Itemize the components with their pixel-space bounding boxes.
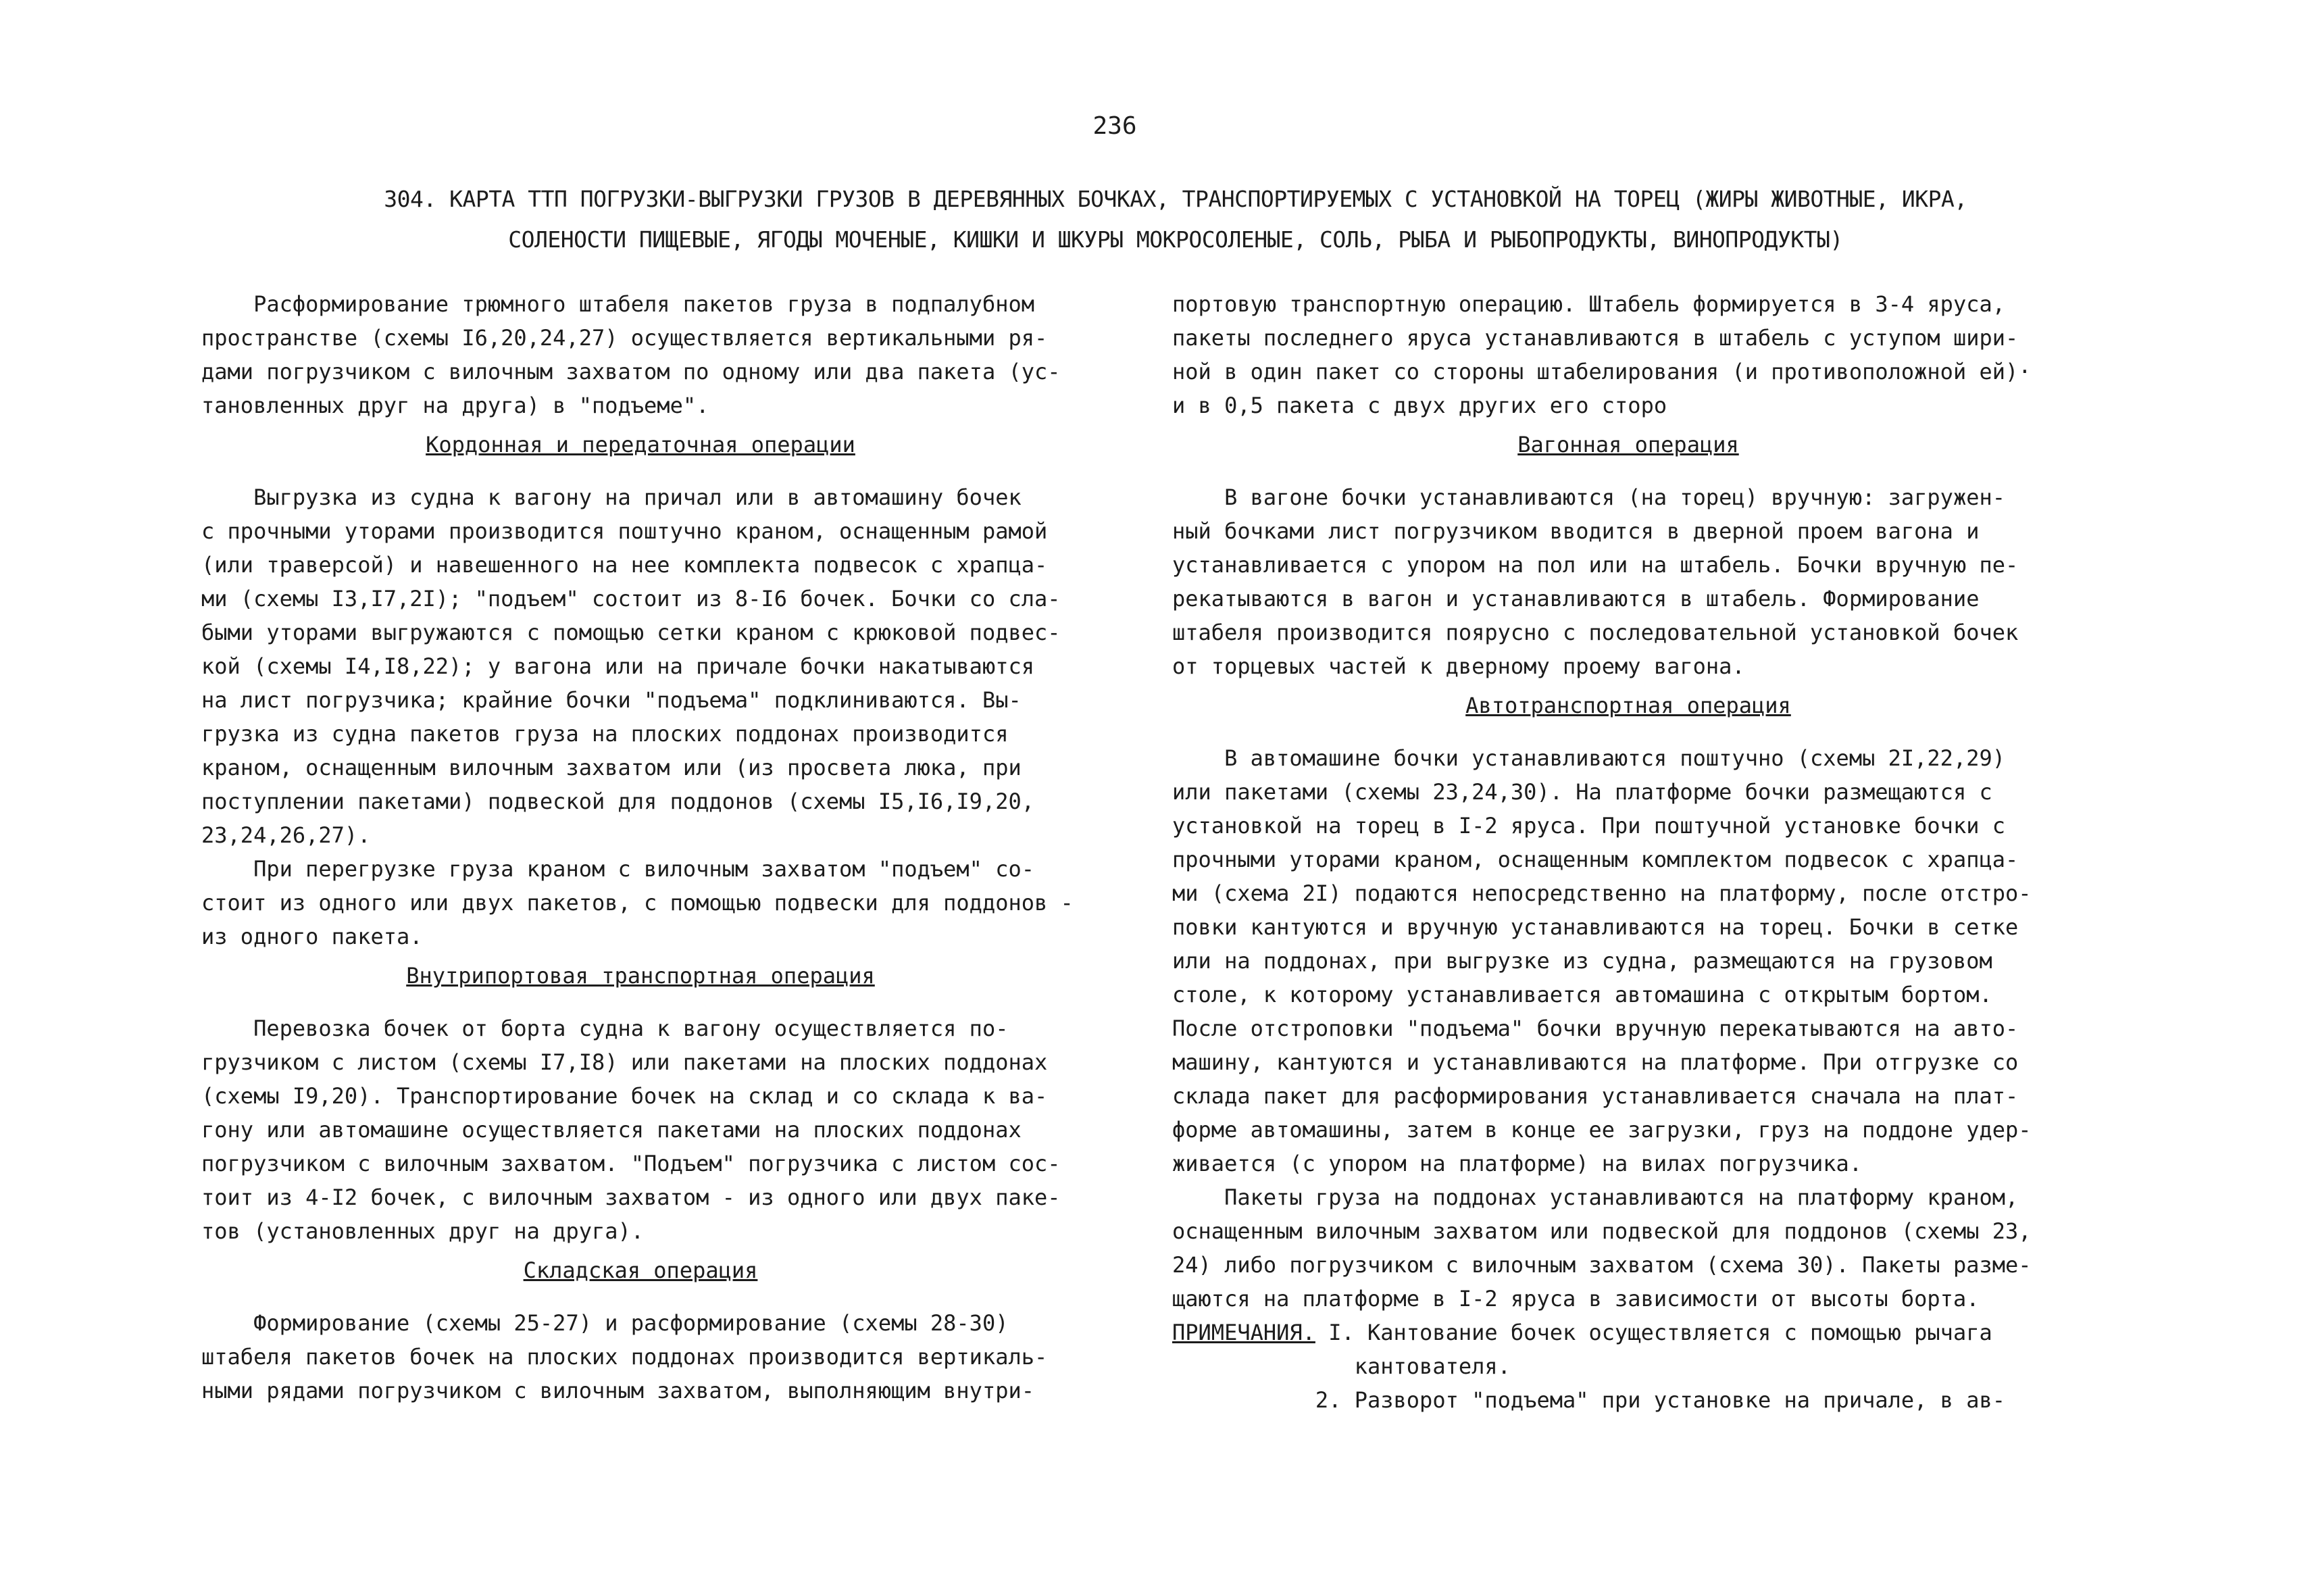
text-line: установкой на торец в I-2 яруса. При поштучной установке бочки с <box>1172 813 2005 839</box>
text-line: кой (схемы I4,I8,22); у вагона или на причале бочки накатываются <box>201 653 1034 679</box>
text-line: с прочными уторами производится поштучно краном, оснащенным рамой <box>201 518 1048 544</box>
section-heading: Складская операция <box>523 1257 758 1283</box>
text-line: грузчиком с листом (схемы I7,I8) или пакетами на плоских поддонах <box>201 1049 1048 1075</box>
text-line: тановленных друг на друга) в "подъеме". <box>201 393 709 418</box>
text-line: устанавливается с упором на пол или на штабель. Бочки вручную пе- <box>1172 552 2019 578</box>
text-line: тов (установленных друг на друга). <box>201 1218 645 1244</box>
text-line: штабеля производится поярусно с последовательной установкой бочек <box>1172 620 2019 645</box>
text-line: или пакетами (схемы 23,24,30). На платформе бочки размещаются с <box>1172 779 1992 805</box>
page-number: 236 <box>1092 112 1137 140</box>
text-line: столе, к которому устанавливается автомашина с открытым бортом. <box>1172 982 1992 1007</box>
text-line: Выгрузка из судна к вагону на причал или в автомашину бочек <box>201 484 1022 510</box>
text-line: (или траверсой) и навешенного на нее комплекта подвесок с храпца- <box>201 552 1048 578</box>
right-column <box>1172 287 2084 1417</box>
section-heading: Кордонная и передаточная операции <box>426 432 855 457</box>
note-line: 2. Разворот "подъема" при установке на причале, в ав- <box>1172 1387 2005 1413</box>
text-line: прочными уторами краном, оснащенным комплектом подвесок с храпца- <box>1172 847 2019 872</box>
text-line: (схемы I9,20). Транспортирование бочек на склад и со склада к ва- <box>201 1083 1048 1109</box>
text-line: 24) либо погрузчиком с вилочным захватом (схема 30). Пакеты разме- <box>1172 1252 2032 1278</box>
text-line: склада пакет для расформирования устанавливается сначала на плат- <box>1172 1083 2019 1109</box>
text-line: В автомашине бочки устанавливаются поштучно (схемы 2I,22,29) <box>1172 745 2005 771</box>
text-line: ными рядами погрузчиком с вилочным захватом, выполняющим внутри- <box>201 1378 1034 1403</box>
text-line: форме автомашины, затем в конце ее загрузки, груз на поддоне удер- <box>1172 1117 2032 1143</box>
text-line: Пакеты груза на поддонах устанавливаются на платформу краном, <box>1172 1184 2019 1210</box>
document-title <box>196 179 2155 260</box>
text-line: Формирование (схемы 25-27) и расформирование (схемы 28-30) <box>201 1310 1009 1336</box>
text-line: ный бочками лист погрузчиком вводится в дверной проем вагона и <box>1172 518 1980 544</box>
text-line: и в 0,5 пакета с двух других его сторо <box>1172 393 1667 418</box>
text-line: тоит из 4-I2 бочек, с вилочным захватом - из одного или двух паке- <box>201 1184 1061 1210</box>
text-line: из одного пакета. <box>201 924 423 949</box>
note-text: I. Кантование бочек осуществляется с помощью рычага <box>1315 1320 1992 1345</box>
text-line: стоит из одного или двух пакетов, с помощью подвески для поддонов - <box>201 890 1074 916</box>
text-line: В вагоне бочки устанавливаются (на торец) вручную: загружен- <box>1172 484 2005 510</box>
text-line: штабеля пакетов бочек на плоских поддонах производится вертикаль- <box>201 1344 1048 1370</box>
section-heading: Автотранспортная операция <box>1465 693 1791 718</box>
text-line: или на поддонах, при выгрузке из судна, размещаются на грузовом <box>1172 948 1992 974</box>
title-line: СОЛЕНОСТИ ПИЩЕВЫЕ, ЯГОДЫ МОЧЕНЫЕ, КИШКИ И ШКУРЫ МОКРОСОЛЕНЫЕ, СОЛЬ, РЫБА И РЫБОПРОДУКТЫ, ВИНОПРОДУКТЫ) <box>508 226 1843 253</box>
notes-block <box>1172 1316 2084 1417</box>
text-line: грузка из судна пакетов груза на плоских поддонах производится <box>201 721 1009 747</box>
text-line: пространстве (схемы I6,20,24,27) осуществляется вертикальными ря- <box>201 325 1048 351</box>
text-line: гону или автомашине осуществляется пакетами на плоских поддонах <box>201 1117 1022 1143</box>
text-line: дами погрузчиком с вилочным захватом по одному или два пакета (ус- <box>201 359 1061 384</box>
note-line <box>1172 1316 2084 1349</box>
text-line: 23,24,26,27). <box>201 822 371 848</box>
section-heading: Вагонная операция <box>1517 432 1739 457</box>
text-line: машину, кантуются и устанавливаются на платформе. При отгрузке со <box>1172 1049 2019 1075</box>
text-line: Расформирование трюмного штабеля пакетов груза в подпалубном <box>201 291 1034 317</box>
text-line: краном, оснащенным вилочным захватом или (из просвета люка, при <box>201 755 1022 780</box>
text-line: оснащенным вилочным захватом или подвеской для поддонов (схемы 23, <box>1172 1218 2032 1244</box>
text-line: поступлении пакетами) подвеской для поддонов (схемы I5,I6,I9,20, <box>201 789 1034 814</box>
text-line: щаются на платформе в I-2 яруса в зависимости от высоты борта. <box>1172 1286 1980 1312</box>
text-line: ми (схема 2I) подаются непосредственно на платформу, после отстро- <box>1172 880 2032 906</box>
text-line: погрузчиком с вилочным захватом. "Подъем" погрузчика с листом сос- <box>201 1151 1061 1176</box>
text-line: на лист погрузчика; крайние бочки "подъема" подклиниваются. Вы- <box>201 687 1022 713</box>
text-line: ми (схемы I3,I7,2I); "подъем" состоит из 8-I6 бочек. Бочки со сла- <box>201 586 1061 612</box>
text-line: После отстроповки "подъема" бочки вручную перекатываются на авто- <box>1172 1016 2019 1041</box>
text-line: Перевозка бочек от борта судна к вагону осуществляется по- <box>201 1016 1009 1041</box>
note-line: кантователя. <box>1172 1353 1511 1379</box>
text-line: рекатываются в вагон и устанавливаются в штабель. Формирование <box>1172 586 1980 612</box>
notes-label: ПРИМЕЧАНИЯ. <box>1172 1320 1315 1345</box>
left-column <box>201 287 1080 1407</box>
text-line: ной в один пакет со стороны штабелирования (и противоположной ей)· <box>1172 359 2032 384</box>
section-heading: Внутрипортовая транспортная операция <box>406 963 875 989</box>
text-line: от торцевых частей к дверному проему вагона. <box>1172 653 1745 679</box>
title-line: 304. КАРТА ТТП ПОГРУЗКИ-ВЫГРУЗКИ ГРУЗОВ В ДЕРЕВЯННЫХ БОЧКАХ, ТРАНСПОРТИРУЕМЫХ С УСТАНОВКОЙ НА ТОРЕЦ (ЖИРЫ ЖИВОТНЫЕ, ИКРА, <box>384 186 1967 212</box>
text-line: При перегрузке груза краном с вилочным захватом "подъем" со- <box>201 856 1034 882</box>
text-line: быми уторами выгружаются с помощью сетки краном с крюковой подвес- <box>201 620 1061 645</box>
text-line: живается (с упором на платформе) на вилах погрузчика. <box>1172 1151 1863 1176</box>
text-line: портовую транспортную операцию. Штабель формируется в 3-4 яруса, <box>1172 291 2005 317</box>
text-line: пакеты последнего яруса устанавливаются в штабель с уступом шири- <box>1172 325 2019 351</box>
text-line: повки кантуются и вручную устанавливаются на торец. Бочки в сетке <box>1172 914 2019 940</box>
